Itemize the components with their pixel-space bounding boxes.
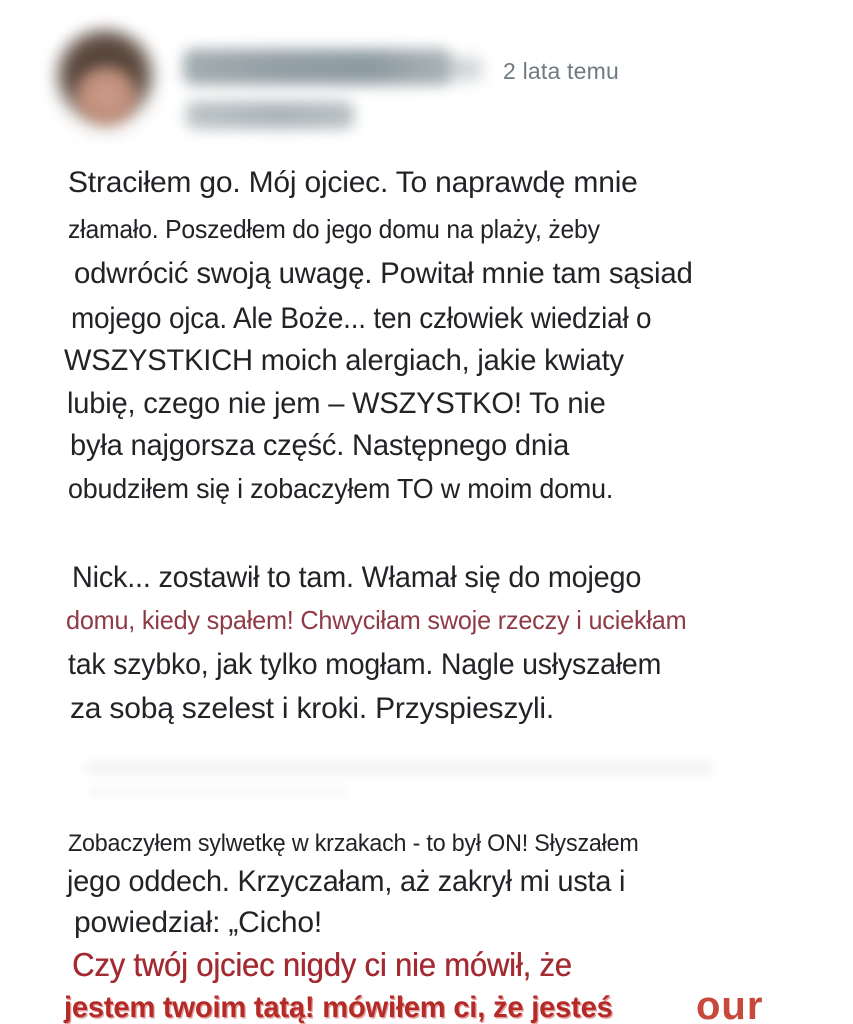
comment-line-red-clipped: jestem twoim tatą! mówiłem ci, że jesteś (64, 991, 613, 1024)
comment-line: za sobą szelest i kroki. Przyspieszyli. (70, 692, 555, 725)
comment-line: Straciłem go. Mój ojciec. To naprawdę mnie (68, 166, 638, 199)
comment-line: obudziłem się i zobaczyłem TO w moim domu. (68, 473, 614, 504)
comment-line: Zobaczyłem sylwetkę w krzakach - to był ON! Słyszałem (68, 830, 639, 857)
username-redacted-tail (440, 58, 482, 80)
faded-text-remnant (88, 786, 348, 797)
comment-line: lubię, czego nie jem – WSZYSTKO! To nie (67, 387, 606, 420)
ghost-overlay-text: our (696, 984, 764, 1024)
comment-line: WSZYSTKICH moich alergiach, jakie kwiaty (64, 344, 624, 377)
comment-line: Nick... zostawił to tam. Włamał się do mojego (72, 561, 642, 594)
comment-line-red: domu, kiedy spałem! Chwyciłam swoje rzeczy i uciekłam (66, 605, 687, 635)
comment-line: tak szybko, jak tylko mogłam. Nagle usłyszałem (68, 648, 662, 681)
comment-line: powiedział: „Cicho! (74, 906, 322, 939)
comment-line: jego oddech. Krzyczałam, aż zakrył mi usta i (67, 865, 626, 898)
username-redacted[interactable] (183, 49, 451, 85)
username-subline-redacted (186, 101, 354, 129)
timestamp-link[interactable]: 2 lata temu (503, 58, 619, 84)
avatar[interactable] (46, 24, 164, 144)
comment-line: odwrócić swoją uwagę. Powitał mnie tam sąsiad (74, 257, 693, 290)
comment-line: była najgorsza część. Następnego dnia (70, 429, 570, 462)
comment-line: złamało. Poszedłem do jego domu na plaży, żeby (68, 214, 600, 244)
comment-line-red-headline: Czy twój ojciec nigdy ci nie mówił, że (72, 946, 572, 983)
faded-text-remnant (84, 760, 714, 775)
comment-line: mojego ojca. Ale Boże... ten człowiek wiedział o (71, 302, 652, 335)
